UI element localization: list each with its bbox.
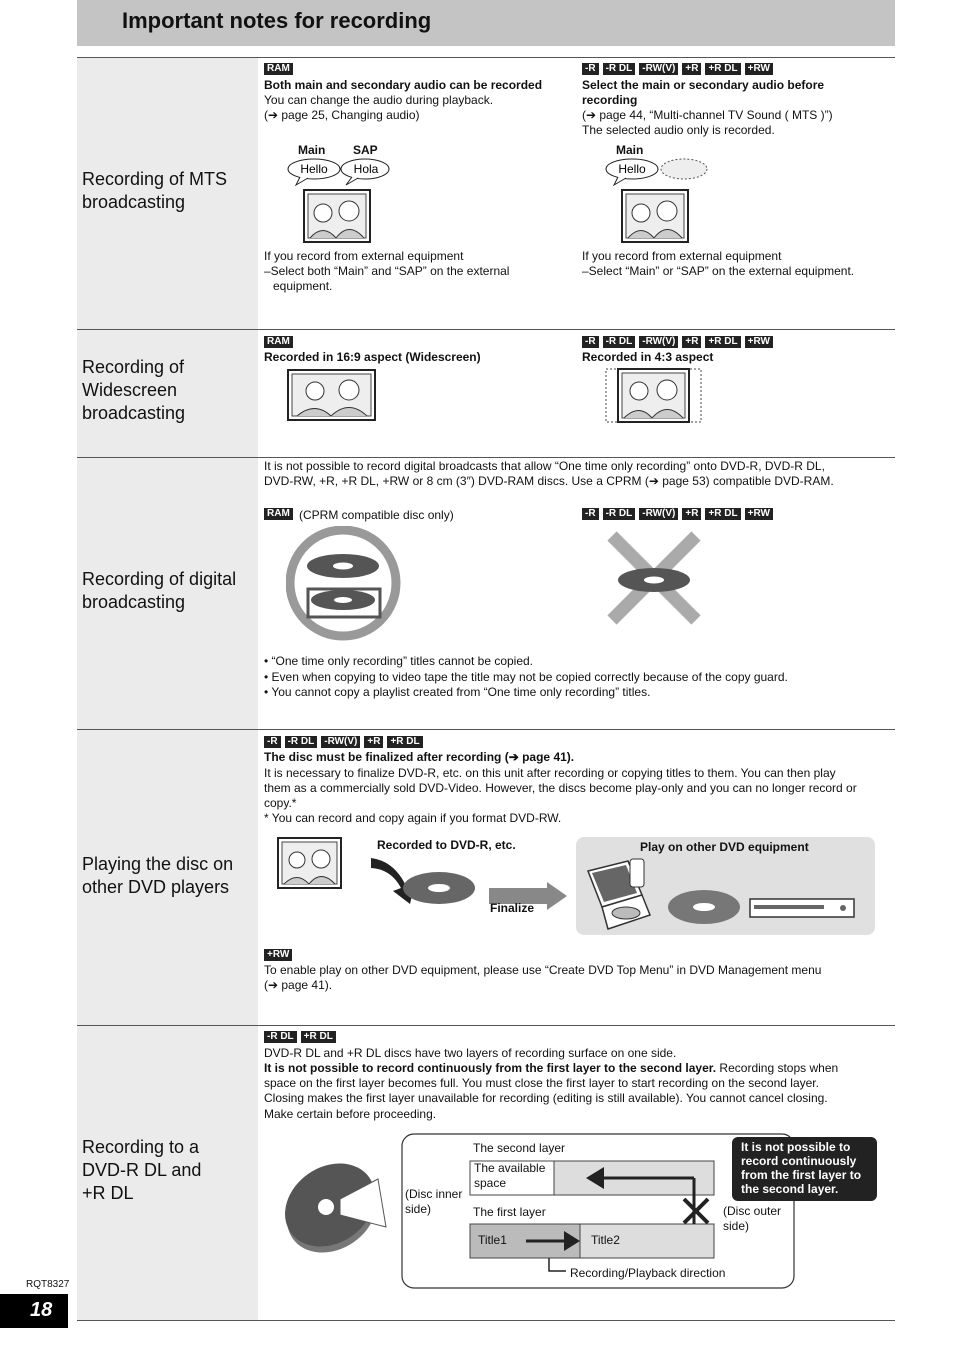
dvd-equipment-illustration <box>584 855 870 933</box>
playing-p2: them as a commercially sold DVD-Video. However, the discs become play-only and you can no longer record or <box>264 781 857 795</box>
page-title: Important notes for recording <box>122 8 432 33</box>
dl-line2-rest: Recording stops when <box>716 1061 839 1075</box>
available-space-2: space <box>474 1176 507 1190</box>
label-mts: Recording of MTS broadcasting <box>82 169 228 212</box>
label-widescreen: Recording of Widescreen broadcasting <box>82 357 186 423</box>
title1-label: Title1 <box>478 1233 507 1247</box>
section-label-mts <box>77 58 258 329</box>
digital-bullet: • Even when copying to video tape the title may not be copied correctly because of the copy guard. <box>264 670 788 685</box>
playing-p3: copy.* <box>264 796 297 810</box>
badge-group <box>582 508 773 520</box>
badge-rdl: -R DL <box>603 63 636 75</box>
badge-group <box>264 63 293 75</box>
badge-rdl: -R DL <box>285 736 318 748</box>
label-playing: Playing the disc on other DVD players <box>82 854 234 897</box>
badge-rwv: -RW(V) <box>639 508 678 520</box>
dl-line3: space on the first layer becomes full. You must close the first layer to start recording on the second layer. <box>264 1076 819 1090</box>
divider <box>77 1025 895 1026</box>
bubble-hello: Hello <box>300 162 328 176</box>
badge-ram: RAM <box>264 336 293 348</box>
digital-bullet: • “One time only recording” titles cannot be copied. <box>264 654 533 669</box>
badge-group <box>264 736 423 748</box>
page-number: 18 <box>30 1299 53 1321</box>
recorded-to-label: Recorded to DVD-R, etc. <box>377 838 516 852</box>
dl-line2-bold: It is not possible to record continuously from the first layer to the second layer. <box>264 1061 717 1075</box>
section-label-widescreen <box>77 330 258 457</box>
title2-label: Title2 <box>591 1233 620 1247</box>
dl-line2 <box>264 1061 838 1076</box>
badge-group <box>264 949 292 961</box>
badge-r: -R <box>582 508 599 520</box>
badge-ram: RAM <box>264 63 293 75</box>
tv-illustration-main-sap <box>286 157 396 247</box>
mts-right-heading2: recording <box>582 93 638 107</box>
digital-intro2: DVD-RW, +R, +R DL, +RW or 8 cm (3″) DVD-RAM discs. Use a CPRM (➔ page 53) compatible DVD-RAM. <box>264 474 834 488</box>
badge-plusrw: +RW <box>264 949 292 961</box>
tv-illustration-main <box>604 157 714 247</box>
page-number-box <box>0 1294 68 1328</box>
doc-code: RQT8327 <box>26 1279 70 1290</box>
divider <box>77 57 895 58</box>
play-other-label: Play on other DVD equipment <box>640 840 809 854</box>
second-layer-label: The second layer <box>473 1141 566 1155</box>
badge-group <box>264 1031 336 1043</box>
title-bar <box>77 0 895 46</box>
playing-rw-note1: To enable play on other DVD equipment, please use “Create DVD Top Menu” in DVD Management menu <box>264 963 822 977</box>
letterbox-tv-icon <box>604 367 704 425</box>
section-label-playing <box>77 730 258 1025</box>
playing-p4: * You can record and copy again if you format DVD-RW. <box>264 811 562 825</box>
first-layer-label: The first layer <box>473 1205 546 1219</box>
badge-plusr: +R <box>364 736 383 748</box>
badge-plusrw: +RW <box>745 63 773 75</box>
badge-group <box>264 508 293 520</box>
bubble-hola: Hola <box>353 162 379 176</box>
section-label-digital <box>77 458 258 729</box>
mts-right-line2: The selected audio only is recorded. <box>582 123 775 137</box>
widescreen-left-heading: Recorded in 16:9 aspect (Widescreen) <box>264 350 481 364</box>
widescreen-right-heading: Recorded in 4:3 aspect <box>582 350 714 364</box>
badge-plusr: +R <box>682 336 701 348</box>
warning-line: It is not possible to <box>741 1140 851 1154</box>
disc-outer-2: side) <box>723 1219 750 1233</box>
badge-plusr: +R <box>682 63 701 75</box>
divider <box>77 457 895 458</box>
mts-right-heading1: Select the main or secondary audio before <box>582 78 825 92</box>
divider <box>77 729 895 730</box>
badge-plusrdl: +R DL <box>705 336 740 348</box>
badge-plusrw: +RW <box>745 336 773 348</box>
playing-heading: The disc must be finalized after recording (➔ page 41). <box>264 750 575 764</box>
cprm-disc-ok-icon <box>286 526 401 641</box>
badge-rdl: -R DL <box>603 508 636 520</box>
bubble-hello: Hello <box>618 162 646 176</box>
dl-line1: DVD-R DL and +R DL discs have two layers of recording surface on one side. <box>264 1046 677 1060</box>
mts-left-main: Main <box>298 143 326 157</box>
mts-left-sap: SAP <box>353 143 378 157</box>
mts-left-ext3: equipment. <box>273 279 333 293</box>
direction-label: Recording/Playback direction <box>570 1266 726 1280</box>
section-label-dl <box>77 1026 258 1320</box>
disc-outer-1: (Disc outer <box>723 1204 782 1218</box>
mts-left-line2: (➔ page 25, Changing audio) <box>264 108 420 122</box>
mts-right-ext1: If you record from external equipment <box>582 249 782 263</box>
dl-line5: Make certain before proceeding. <box>264 1107 437 1121</box>
badge-group <box>264 336 293 348</box>
disc-inner-2: side) <box>405 1202 432 1216</box>
widescreen-tv-icon <box>287 369 377 423</box>
available-space-1: The available <box>474 1161 546 1175</box>
finalize-label: Finalize <box>490 901 535 915</box>
badge-ram: RAM <box>264 508 293 520</box>
badge-rdl: -R DL <box>264 1031 297 1043</box>
dl-line4: Closing makes the first layer unavailable for recording (editing is still available). You cannot cancel closing. <box>264 1091 828 1105</box>
badge-r: -R <box>264 736 281 748</box>
mts-right-ext2: –Select “Main” or “SAP” on the external equipment. <box>582 264 855 278</box>
mts-right-line1: (➔ page 44, “Multi-channel TV Sound ( MTS )”) <box>582 108 833 122</box>
digital-bullet: • You cannot copy a playlist created from “One time only recording” titles. <box>264 685 650 700</box>
divider <box>77 1320 895 1321</box>
badge-rwv: -RW(V) <box>321 736 360 748</box>
disc-not-allowed-icon <box>604 530 704 625</box>
mts-left-line1: You can change the audio during playback. <box>264 93 494 107</box>
digital-intro1: It is not possible to record digital broadcasts that allow “One time only recording” onto DVD-R, DVD-R DL, <box>264 459 825 473</box>
mts-left-heading: Both main and secondary audio can be recorded <box>264 78 543 92</box>
badge-plusr: +R <box>682 508 701 520</box>
digital-cprm-note: (CPRM compatible disc only) <box>299 508 454 522</box>
warning-line: the second layer. <box>741 1182 839 1196</box>
badge-plusrw: +RW <box>745 508 773 520</box>
badge-group <box>582 336 773 348</box>
badge-r: -R <box>582 63 599 75</box>
badge-plusrdl: +R DL <box>387 736 422 748</box>
badge-plusrdl: +R DL <box>705 63 740 75</box>
playing-rw-note2: (➔ page 41). <box>264 978 333 992</box>
badge-group <box>582 63 773 75</box>
warning-line: from the first layer to <box>741 1168 862 1182</box>
warning-line: record continuously <box>741 1154 857 1168</box>
badge-plusrdl: +R DL <box>301 1031 336 1043</box>
badge-rdl: -R DL <box>603 336 636 348</box>
disc-inner-1: (Disc inner <box>405 1187 463 1201</box>
mts-right-main: Main <box>616 143 644 157</box>
warning-callout <box>741 1140 861 1196</box>
label-digital: Recording of digital broadcasting <box>82 569 237 612</box>
badge-rwv: -RW(V) <box>639 336 678 348</box>
label-dl: Recording to a DVD-R DL and +R DL <box>82 1137 202 1203</box>
badge-r: -R <box>582 336 599 348</box>
divider <box>77 329 895 330</box>
mts-left-ext2: –Select both “Main” and “SAP” on the external <box>264 264 510 278</box>
badge-rwv: -RW(V) <box>639 63 678 75</box>
badge-plusrdl: +R DL <box>705 508 740 520</box>
mts-left-ext1: If you record from external equipment <box>264 249 464 263</box>
playing-p1: It is necessary to finalize DVD-R, etc. on this unit after recording or copying titles to them. You can then play <box>264 766 836 780</box>
